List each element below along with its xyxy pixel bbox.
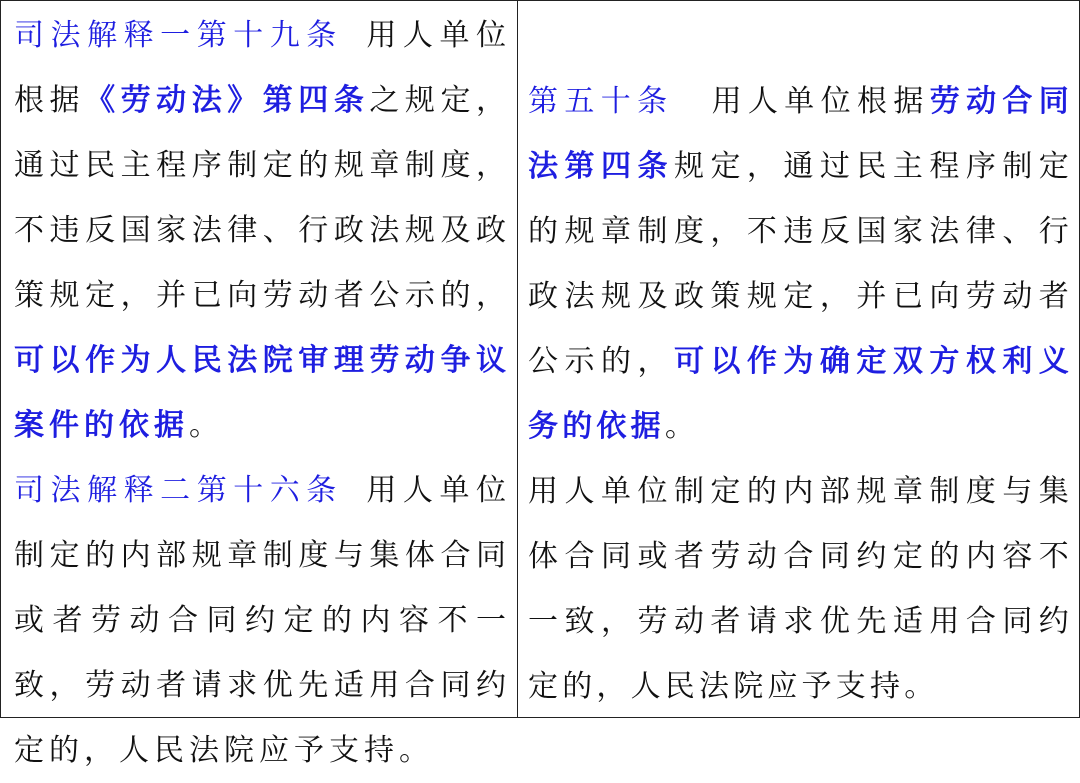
left-paragraph-2 bbox=[14, 458, 511, 783]
article-reference: 司法解释二第十六条 bbox=[14, 473, 343, 508]
highlighted-clause: 可以作为确定双方权利义务的依据 bbox=[528, 344, 1073, 444]
right-column-new-interpretation bbox=[518, 1, 1079, 717]
article-reference: 第五十条 bbox=[528, 84, 674, 119]
highlighted-clause: 可以作为人民法院审理劳动争议案件的依据 bbox=[14, 343, 511, 443]
body-text: 用人单位制定的内部规章制度与集体合同或者劳动合同约定的内容不一致，劳动者请求优先适用合同约定的，人民法院应予支持。 bbox=[528, 474, 1073, 704]
punctuation: 。 bbox=[664, 409, 700, 444]
body-text: 规定，通过民主程序制定的规章制度，不违反国家法律、行政法规及政策规定，并已向劳动者公示的， bbox=[528, 149, 1073, 379]
body-text: 之规定，通过民主程序制定的规章制度，不违反国家法律、行政法规及政策规定，并已向劳动者公示的， bbox=[14, 83, 512, 313]
body-text: 用人单位制定的内部规章制度与集体合同或者劳动合同约定的内容不一致，劳动者请求优先适用合同约定的，人民法院应予支持。 bbox=[14, 473, 512, 768]
article-reference: 司法解释一第十九条 bbox=[14, 18, 343, 53]
left-column-old-interpretation bbox=[1, 1, 518, 768]
right-paragraph-1 bbox=[528, 69, 1073, 459]
right-paragraph-2 bbox=[528, 459, 1073, 719]
body-text: 用人单位根据 bbox=[14, 18, 512, 118]
law-reference: 《劳动法》第四条 bbox=[85, 83, 370, 118]
law-reference: 劳动合同法第四条 bbox=[528, 84, 1073, 184]
left-paragraph-1 bbox=[14, 3, 511, 458]
body-text: 用人单位根据 bbox=[709, 84, 930, 119]
punctuation: 。 bbox=[189, 408, 224, 443]
